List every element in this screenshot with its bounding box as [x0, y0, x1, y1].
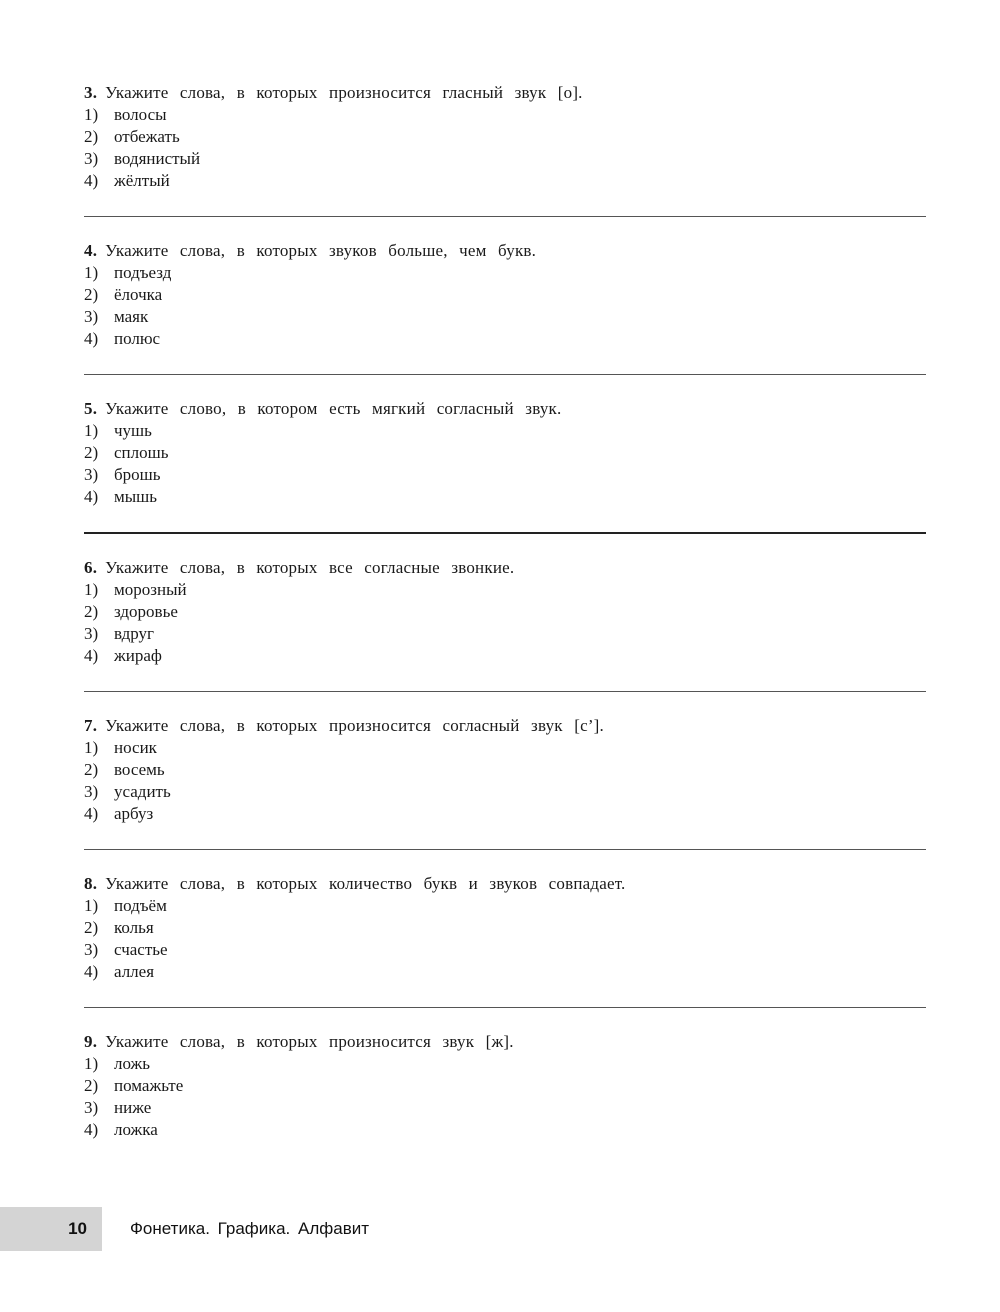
- answer-option: [84, 623, 926, 645]
- option-text: водянистый: [114, 149, 201, 168]
- answer-option: [84, 579, 926, 601]
- question-6: [84, 557, 926, 667]
- question-text: Укажите слово, в котором есть мягкий согласный звук.: [105, 399, 562, 418]
- answer-option: [84, 917, 926, 939]
- question-number: 9.: [84, 1032, 98, 1051]
- page-number: 10: [68, 1219, 87, 1238]
- option-text: аллея: [114, 962, 155, 981]
- divider: [84, 532, 926, 534]
- option-text: маяк: [114, 307, 149, 326]
- answer-option: [84, 759, 926, 781]
- option-number: 4): [84, 646, 99, 665]
- option-text: восемь: [114, 760, 165, 779]
- answer-option: [84, 1097, 926, 1119]
- option-text: ниже: [114, 1098, 152, 1117]
- answer-option: [84, 895, 926, 917]
- option-text: мышь: [114, 487, 158, 506]
- answer-option: [84, 1053, 926, 1075]
- option-text: жёлтый: [114, 171, 170, 190]
- answer-option: [84, 148, 926, 170]
- option-number: 2): [84, 127, 99, 146]
- question-number: 5.: [84, 399, 98, 418]
- divider: [84, 849, 926, 850]
- answer-option: [84, 781, 926, 803]
- answer-option: [84, 420, 926, 442]
- option-number: 4): [84, 1120, 99, 1139]
- option-number: 3): [84, 149, 99, 168]
- option-text: усадить: [114, 782, 171, 801]
- question-prompt: [84, 240, 926, 262]
- option-number: 3): [84, 1098, 99, 1117]
- option-text: отбежать: [114, 127, 180, 146]
- questions-list: [84, 82, 926, 1141]
- question-4: [84, 240, 926, 350]
- question-prompt: [84, 557, 926, 579]
- answer-option: [84, 306, 926, 328]
- option-number: 3): [84, 940, 99, 959]
- option-number: 4): [84, 171, 99, 190]
- question-9: [84, 1031, 926, 1141]
- question-number: 3.: [84, 83, 98, 102]
- question-number: 7.: [84, 716, 98, 735]
- answer-option: [84, 104, 926, 126]
- question-prompt: [84, 398, 926, 420]
- option-number: 3): [84, 465, 99, 484]
- option-number: 3): [84, 782, 99, 801]
- divider: [84, 216, 926, 217]
- question-text: Укажите слова, в которых произносится звук [ж].: [105, 1032, 514, 1051]
- question-text: Укажите слова, в которых количество букв и звуков совпадает.: [105, 874, 626, 893]
- option-number: 1): [84, 896, 99, 915]
- answer-option: [84, 262, 926, 284]
- option-number: 4): [84, 487, 99, 506]
- option-number: 1): [84, 738, 99, 757]
- answer-option: [84, 803, 926, 825]
- question-text: Укажите слова, в которых звуков больше, чем букв.: [105, 241, 537, 260]
- option-text: ложка: [114, 1120, 158, 1139]
- option-text: морозный: [114, 580, 187, 599]
- question-8: [84, 873, 926, 983]
- divider: [84, 691, 926, 692]
- option-text: жираф: [114, 646, 162, 665]
- question-prompt: [84, 1031, 926, 1053]
- answer-option: [84, 737, 926, 759]
- option-number: 4): [84, 804, 99, 823]
- option-text: счастье: [114, 940, 168, 959]
- option-number: 1): [84, 1054, 99, 1073]
- option-number: 2): [84, 918, 99, 937]
- option-text: здоровье: [114, 602, 178, 621]
- option-number: 1): [84, 580, 99, 599]
- question-text: Укажите слова, в которых все согласные звонкие.: [105, 558, 515, 577]
- question-number: 6.: [84, 558, 98, 577]
- option-number: 2): [84, 443, 99, 462]
- answer-option: [84, 486, 926, 508]
- divider: [84, 374, 926, 375]
- option-text: носик: [114, 738, 157, 757]
- question-number: 4.: [84, 241, 98, 260]
- answer-option: [84, 284, 926, 306]
- question-number: 8.: [84, 874, 98, 893]
- answer-option: [84, 601, 926, 623]
- question-text: Укажите слова, в которых произносится гласный звук [о].: [105, 83, 583, 102]
- option-number: 3): [84, 624, 99, 643]
- option-number: 1): [84, 105, 99, 124]
- option-text: подъём: [114, 896, 167, 915]
- option-text: полюс: [114, 329, 161, 348]
- option-number: 4): [84, 329, 99, 348]
- option-number: 4): [84, 962, 99, 981]
- question-3: [84, 82, 926, 192]
- answer-option: [84, 1119, 926, 1141]
- answer-option: [84, 939, 926, 961]
- section-title: Фонетика. Графика. Алфавит: [130, 1219, 370, 1238]
- option-text: ёлочка: [114, 285, 163, 304]
- answer-option: [84, 442, 926, 464]
- option-number: 1): [84, 263, 99, 282]
- option-text: волосы: [114, 105, 167, 124]
- answer-option: [84, 126, 926, 148]
- divider: [84, 1007, 926, 1008]
- option-number: 2): [84, 285, 99, 304]
- option-number: 1): [84, 421, 99, 440]
- answer-option: [84, 645, 926, 667]
- answer-option: [84, 328, 926, 350]
- question-5: [84, 398, 926, 508]
- option-number: 2): [84, 760, 99, 779]
- option-text: чушь: [114, 421, 152, 440]
- option-text: брошь: [114, 465, 161, 484]
- answer-option: [84, 961, 926, 983]
- option-number: 2): [84, 602, 99, 621]
- question-prompt: [84, 82, 926, 104]
- option-text: подъезд: [114, 263, 172, 282]
- option-text: вдруг: [114, 624, 155, 643]
- question-prompt: [84, 715, 926, 737]
- option-number: 3): [84, 307, 99, 326]
- page-number-tab: [0, 1207, 102, 1251]
- option-text: арбуз: [114, 804, 154, 823]
- option-text: ложь: [114, 1054, 151, 1073]
- answer-option: [84, 170, 926, 192]
- option-text: помажьте: [114, 1076, 184, 1095]
- option-text: колья: [114, 918, 154, 937]
- question-7: [84, 715, 926, 825]
- answer-option: [84, 1075, 926, 1097]
- option-number: 2): [84, 1076, 99, 1095]
- question-text: Укажите слова, в которых произносится согласный звук [с’].: [105, 716, 604, 735]
- option-text: сплошь: [114, 443, 169, 462]
- question-prompt: [84, 873, 926, 895]
- answer-option: [84, 464, 926, 486]
